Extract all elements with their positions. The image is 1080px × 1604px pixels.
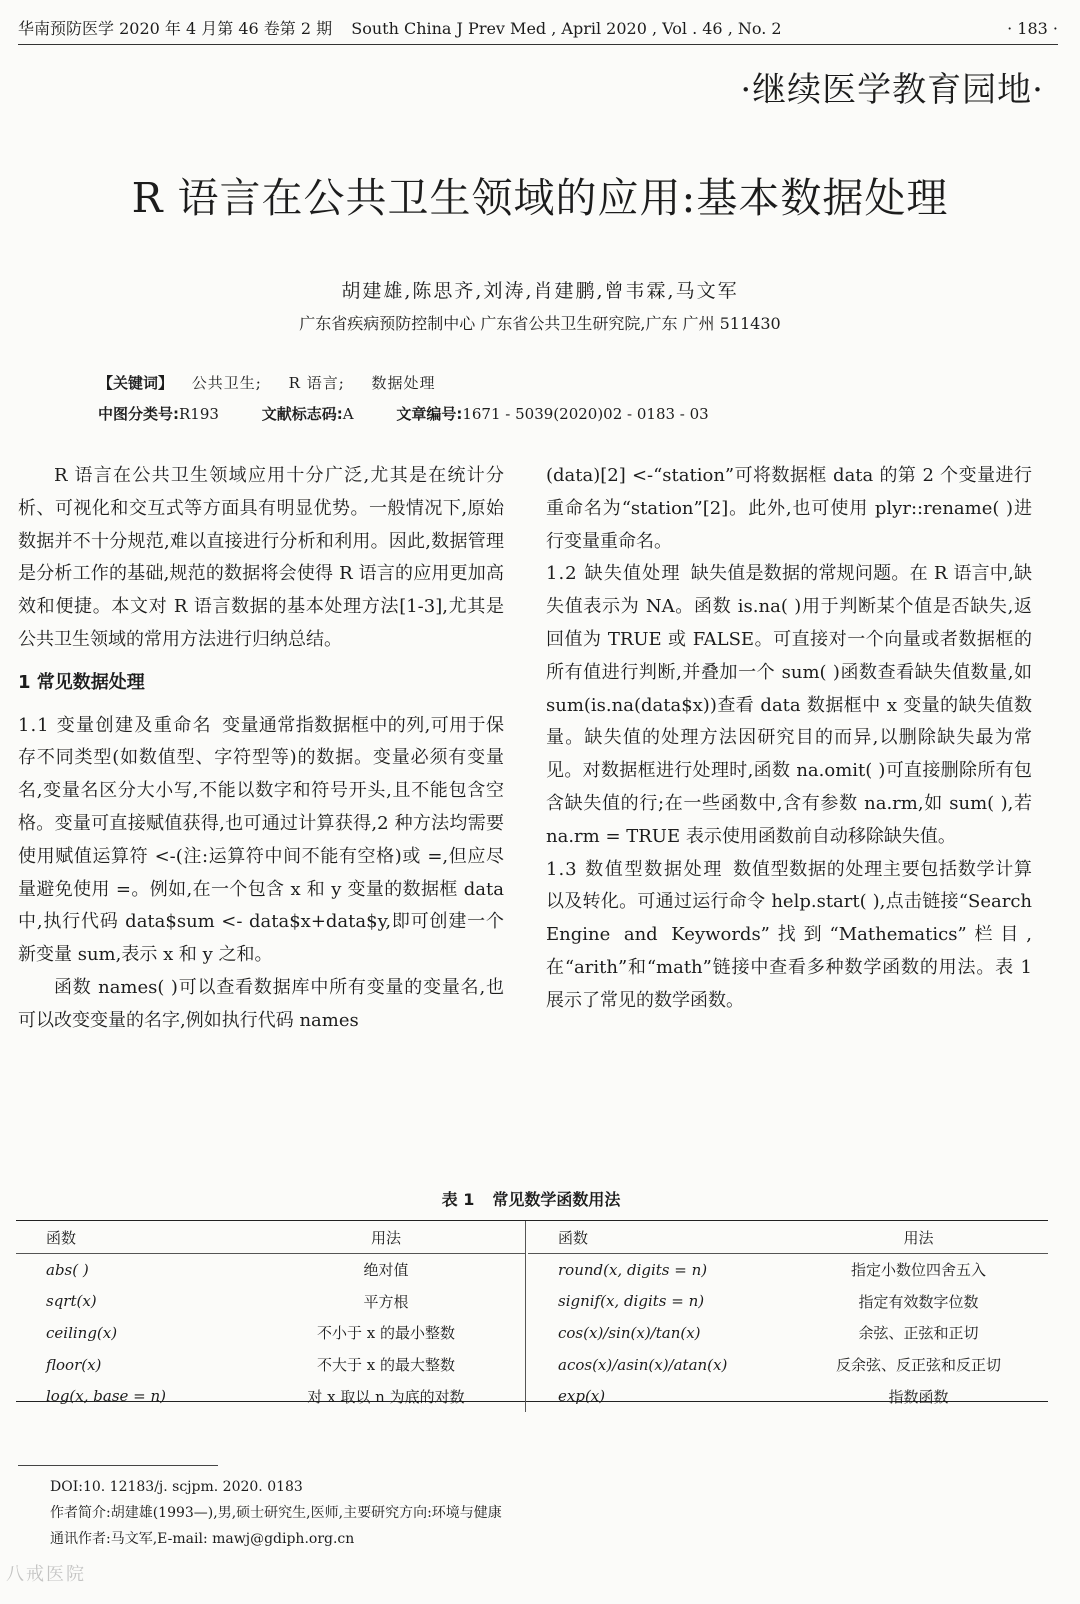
section-heading: 1 常见数据处理 (18, 671, 145, 693)
table-caption (0, 1188, 1080, 1212)
author-list: 胡建雄,陈思齐,刘涛,肖建鹏,曾韦霖,马文军 (341, 280, 739, 302)
keyword: 公共卫生; (191, 374, 262, 392)
footnotes (50, 1474, 502, 1552)
subsection-text: 数值型数据的处理主要包括数学计算以及转化。可通过运行命令 help.start( ),点击链接“Search Engine and Keywords”找到“Mathematics”栏目,在“arith”和“math”链接中查看多种数学函数的用法。表 1 展示了常见的数学函数。 (546, 858, 1032, 1011)
function-cell: cos(x)/sin(x)/tan(x) (558, 1323, 701, 1342)
column-header: 函数 (528, 1221, 789, 1254)
function-cell: ceiling(x) (46, 1323, 118, 1342)
subsection-heading: 1.2 缺失值处理 (546, 563, 681, 585)
body-column-right (546, 460, 1032, 1018)
classification-line (98, 402, 747, 426)
article-id-label: 文章编号: (396, 405, 463, 423)
keyword: 数据处理 (371, 374, 436, 392)
table-row (528, 1317, 1048, 1349)
subsection-text: 缺失值是数据的常规问题。在 R 语言中,缺失值表示为 NA。函数 is.na( )用于判断某个值是否缺失,返回值为 TRUE 或 FALSE。可直接对一个向量或者数据框的所有值进行判断,并叠加一个 sum( )函数查看缺失值数量,如 sum(is.na(data$x))查看 data 数据框中 x 变量的缺失值数量。缺失值的处理方法因研究目的而异,以删除缺失最为常见。对数据框进行处理时,函数 na.omit( )可直接删除所有包含缺失值的行;在一些函数中,含有参数 na.rm,如 sum( ),若 na.rm = TRUE 表示使用函数前自动移除缺失值。 (546, 563, 1032, 847)
article-title: R 语言在公共卫生领域的应用:基本数据处理 (131, 174, 949, 222)
column-header: 用法 (789, 1221, 1048, 1254)
function-cell: log(x, base = n) (46, 1387, 167, 1406)
usage-cell: 余弦、正弦和正切 (858, 1324, 979, 1343)
table-row (16, 1380, 526, 1412)
table-number: 表 1 (441, 1190, 475, 1209)
function-cell: signif(x, digits = n) (558, 1292, 705, 1311)
column-header: 用法 (247, 1221, 526, 1254)
table-left-half (16, 1221, 526, 1412)
table-row (16, 1317, 526, 1349)
usage-cell: 指定有效数字位数 (858, 1292, 979, 1311)
subsection-1-1 (18, 710, 504, 972)
subsection-text: 变量通常指数据框中的列,可用于保存不同类型(如数值型、字符型等)的数据。变量必须有变量名,变量名区分大小写,不能以数字和符号开头,且不能包含空格。变量可直接赋值获得,也可通过计算获得,2 种方法均需要使用赋值运算符 <-(注:运算符中间不能有空格)或 =,但应尽量避免使用 =。例如,在一个包含 x 和 y 变量的数据框 data 中,执行代码 data$sum <- data$x+data$y,即可创建一个新变量 sum,表示 x 和 y 之和。 (18, 714, 504, 966)
clc-value: R193 (179, 405, 219, 423)
table-row (16, 1349, 526, 1381)
usage-cell: 指数函数 (888, 1387, 949, 1406)
function-cell: exp(x) (558, 1387, 606, 1406)
journal-name-cn: 华南预防医学 2020 年 4 月第 46 卷第 2 期 (18, 19, 333, 38)
usage-cell: 绝对值 (363, 1261, 409, 1280)
footnote-divider (18, 1465, 218, 1466)
watermark: 八戒医院 (6, 1564, 86, 1585)
usage-cell: 指定小数位四舍五入 (850, 1261, 986, 1280)
page-number: · 183 · (1007, 19, 1058, 38)
subsection-1-3 (546, 854, 1032, 1018)
subsection-heading: 1.3 数值型数据处理 (546, 858, 724, 880)
running-header (18, 18, 1058, 45)
math-functions-table (16, 1220, 1048, 1406)
doc-code-value: A (342, 405, 354, 423)
function-cell: round(x, digits = n) (558, 1260, 708, 1279)
journal-name-en: South China J Prev Med , April 2020 , Vol . 46 , No. 2 (351, 19, 782, 38)
table-right-half (528, 1221, 1048, 1412)
usage-cell: 不小于 x 的最小整数 (317, 1324, 455, 1343)
usage-cell: 反余弦、反正弦和反正切 (835, 1356, 1001, 1375)
usage-cell: 平方根 (363, 1292, 409, 1311)
intro-paragraph: R 语言在公共卫生领域应用十分广泛,尤其是在统计分析、可视化和交互式等方面具有明显优势。一般情况下,原始数据并不十分规范,难以直接进行分析和利用。因此,数据管理是分析工作的基础,规范的数据将会使得 R 语言的应用更加高效和便捷。本文对 R 语言数据的基本处理方法[1-3],尤其是公共卫生领域的常用方法进行归纳总结。 (18, 465, 504, 650)
table-row (16, 1254, 526, 1286)
corresponding-author: 通讯作者:马文军,E-mail: mawj@gdiph.org.cn (50, 1531, 355, 1547)
affiliation: 广东省疾病预防控制中心 广东省公共卫生研究院,广东 广州 511430 (299, 314, 781, 333)
function-cell: floor(x) (46, 1355, 102, 1374)
table-row (528, 1286, 1048, 1318)
function-cell: abs( ) (46, 1260, 89, 1279)
section-label: ·继续医学教育园地· (740, 70, 1044, 110)
clc-label: 中图分类号: (98, 405, 179, 423)
usage-cell: 对 x 取以 n 为底的对数 (307, 1387, 465, 1406)
doi[interactable]: DOI:10. 12183/j. scjpm. 2020. 0183 (50, 1479, 303, 1495)
table-row (528, 1349, 1048, 1381)
subsection-heading: 1.1 变量创建及重命名 (18, 714, 213, 736)
table-row (528, 1254, 1048, 1286)
usage-cell: 不大于 x 的最大整数 (317, 1356, 455, 1375)
subsection-1-2 (546, 558, 1032, 853)
keyword: R 语言; (288, 374, 345, 392)
doc-code-label: 文献标志码: (261, 405, 343, 423)
function-cell: sqrt(x) (46, 1292, 97, 1311)
continued-paragraph: (data)[2] <-“station”可将数据框 data 的第 2 个变量进行重命名为“station”[2]。此外,也可使用 plyr::rename( )进行变量重命名。 (546, 465, 1032, 552)
function-cell: acos(x)/asin(x)/atan(x) (558, 1355, 728, 1374)
article-id-value: 1671 - 5039(2020)02 - 0183 - 03 (462, 405, 709, 423)
keywords (98, 371, 458, 395)
body-column-left (18, 460, 504, 1038)
keywords-label: 【关键词】 (98, 374, 174, 392)
table-row (16, 1286, 526, 1318)
table-title: 常见数学函数用法 (492, 1190, 621, 1209)
column-header: 函数 (16, 1221, 247, 1254)
table-row (528, 1380, 1048, 1412)
author-bio: 作者简介:胡建雄(1993—),男,硕士研究生,医师,主要研究方向:环境与健康 (50, 1505, 502, 1521)
names-paragraph: 函数 names( )可以查看数据库中所有变量的变量名,也可以改变变量的名字,例如执行代码 names (18, 976, 504, 1031)
